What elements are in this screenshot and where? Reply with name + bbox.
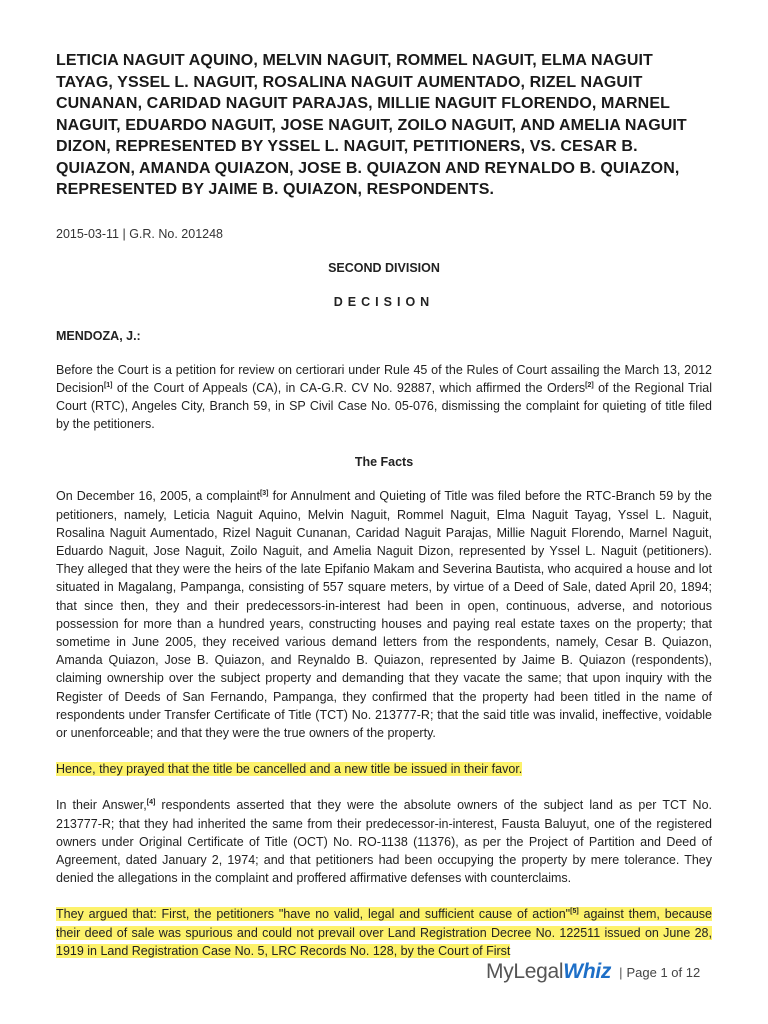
paragraph-intro (56, 361, 712, 434)
footnote-ref-5[interactable]: [5] (570, 908, 579, 916)
case-meta: 2015-03-11 | G.R. No. 201248 (56, 226, 224, 241)
text-span: for Annulment and Quieting of Title was filed before the RTC-Branch 59 by the petitioners, namely, Leticia Naguit Aquino, Melvin Naguit, Rommel Naguit, Elma Naguit Tayag, Yssel L. Naguit, Rosalina Naguit Aumentado, Rizel Naguit Cunanan, Caridad Naguit Parajas, Millie Naguit Florendo, Marnel Naguit, Eduardo Naguit, Jose Naguit, Zoilo Naguit, and Amelia Naguit Dizon, represented by Yssel L. Naguit (petitioners). They alleged that they were the heirs of the late Epifanio Makam and Severina Bautista, who acquired a house and lot situated in Magalang, Pampanga, consisting of 557 square meters, by virtue of a Deed of Sale, dated April 20, 1894; that since then, they and their predecessors-in-interest had been in open, continuous, adverse, and notorious possession for more than a hundred years, constructing houses and paying real estate taxes on the property; that sometime in June 2005, they received various demand letters from the respondents, namely, Cesar B. Quiazon, Amanda Quiazon, Jose B. Quiazon, and Reynaldo B. Quiazon, represented by Jaime B. Quiazon (respondents), claiming ownership over the subject property and demanding that they vacate the same; that upon inquiry with the Register of Deeds of San Fernando, Pampanga, they confirmed that the property had been titled in the name of respondents under Transfer Certificate of Title (TCT) No. 213777-R; that the said title was invalid, ineffective, voidable or unenforceable; and that they were the true owners of the property. (56, 489, 712, 740)
paragraph-arguments (56, 905, 712, 959)
highlighted-text (56, 907, 712, 957)
division-heading: SECOND DIVISION (328, 260, 440, 275)
text-span: In their Answer, (56, 798, 147, 813)
paragraph-facts (56, 487, 712, 742)
text-span: They argued that: First, the petitioners "have no valid, legal and sufficient cause of action" (56, 907, 571, 922)
document-page (56, 50, 712, 959)
ponente: MENDOZA, J.: (56, 328, 141, 343)
footnote-ref-1[interactable]: [1] (103, 381, 113, 389)
paragraph-answer (56, 796, 712, 887)
decision-heading: DECISION (333, 294, 435, 309)
logo-my: My (486, 960, 514, 983)
logo-whiz: Whiz (563, 960, 612, 983)
facts-heading: The Facts (354, 455, 414, 470)
footer-separator: | (619, 964, 623, 980)
paragraph-prayer (56, 760, 712, 778)
text-span: Before the Court is a petition for review on certiorari under Rule 45 of the Rules of Court assailing the March 13, 2012 Decision (56, 362, 712, 395)
case-title: LETICIA NAGUIT AQUINO, MELVIN NAGUIT, ROMMEL NAGUIT, ELMA NAGUIT TAYAG, YSSEL L. NAGUIT, ROSALINA NAGUIT AUMENTADO, RIZEL NAGUIT CUNANAN, CARIDAD NAGUIT PARAJAS, MILLIE NAGUIT FLORENDO, MARNEL NAGUIT, EDUARDO NAGUIT, JOSE NAGUIT, ZOILO NAGUIT, AND AMELIA NAGUIT DIZON, REPRESENTED BY YSSEL L. NAGUIT, PETITIONERS, VS. CESAR B. QUIAZON, AMANDA QUIAZON, JOSE B. QUIAZON AND REYNALDO B. QUIAZON, REPRESENTED BY JAIME B. QUIAZON, RESPONDENTS. (56, 52, 687, 198)
text-span: On December 16, 2005, a complaint (56, 489, 260, 504)
text-span: respondents asserted that they were the absolute owners of the subject land as per TCT No. 213777-R; that they had inherited the same from their predecessor-in-interest, Fausta Baluyut, one of the registered owners under Original Certificate of Title (OCT) No. RO-1138 (11376), as per the Project of Partition and Deed of Agreement, dated January 2, 1974; and that petitioners had been occupying the property by mere tolerance. They denied the allegations in the complaint and proffered affirmative defenses with counterclaims. (56, 798, 712, 886)
text-span: of the Court of Appeals (CA), in CA-G.R. CV No. 92887, which affirmed the Orders (112, 380, 586, 395)
mylegalwhiz-logo[interactable] (486, 960, 611, 984)
footnote-ref-3[interactable]: [3] (259, 490, 269, 498)
page-footer (486, 960, 700, 984)
text-span: of the Regional Trial Court (RTC), Angeles City, Branch 59, in SP Civil Case No. 05-076, dismissing the complaint for quieting of title filed by the petitioners. (56, 380, 712, 432)
page-number: Page 1 of 12 (626, 964, 701, 980)
text-span: against them, because their deed of sale was spurious and could not prevail over Land Registration Decree No. 122511 issued on June 28, 1919 in Land Registration Case No. 5, LRC Records No. 128, by the Court of First (56, 907, 712, 958)
highlighted-text: Hence, they prayed that the title be cancelled and a new title be issued in their favor. (56, 762, 523, 777)
footnote-ref-4[interactable]: [4] (146, 799, 156, 807)
footnote-ref-2[interactable]: [2] (585, 381, 594, 389)
logo-legal: Legal (513, 960, 564, 983)
